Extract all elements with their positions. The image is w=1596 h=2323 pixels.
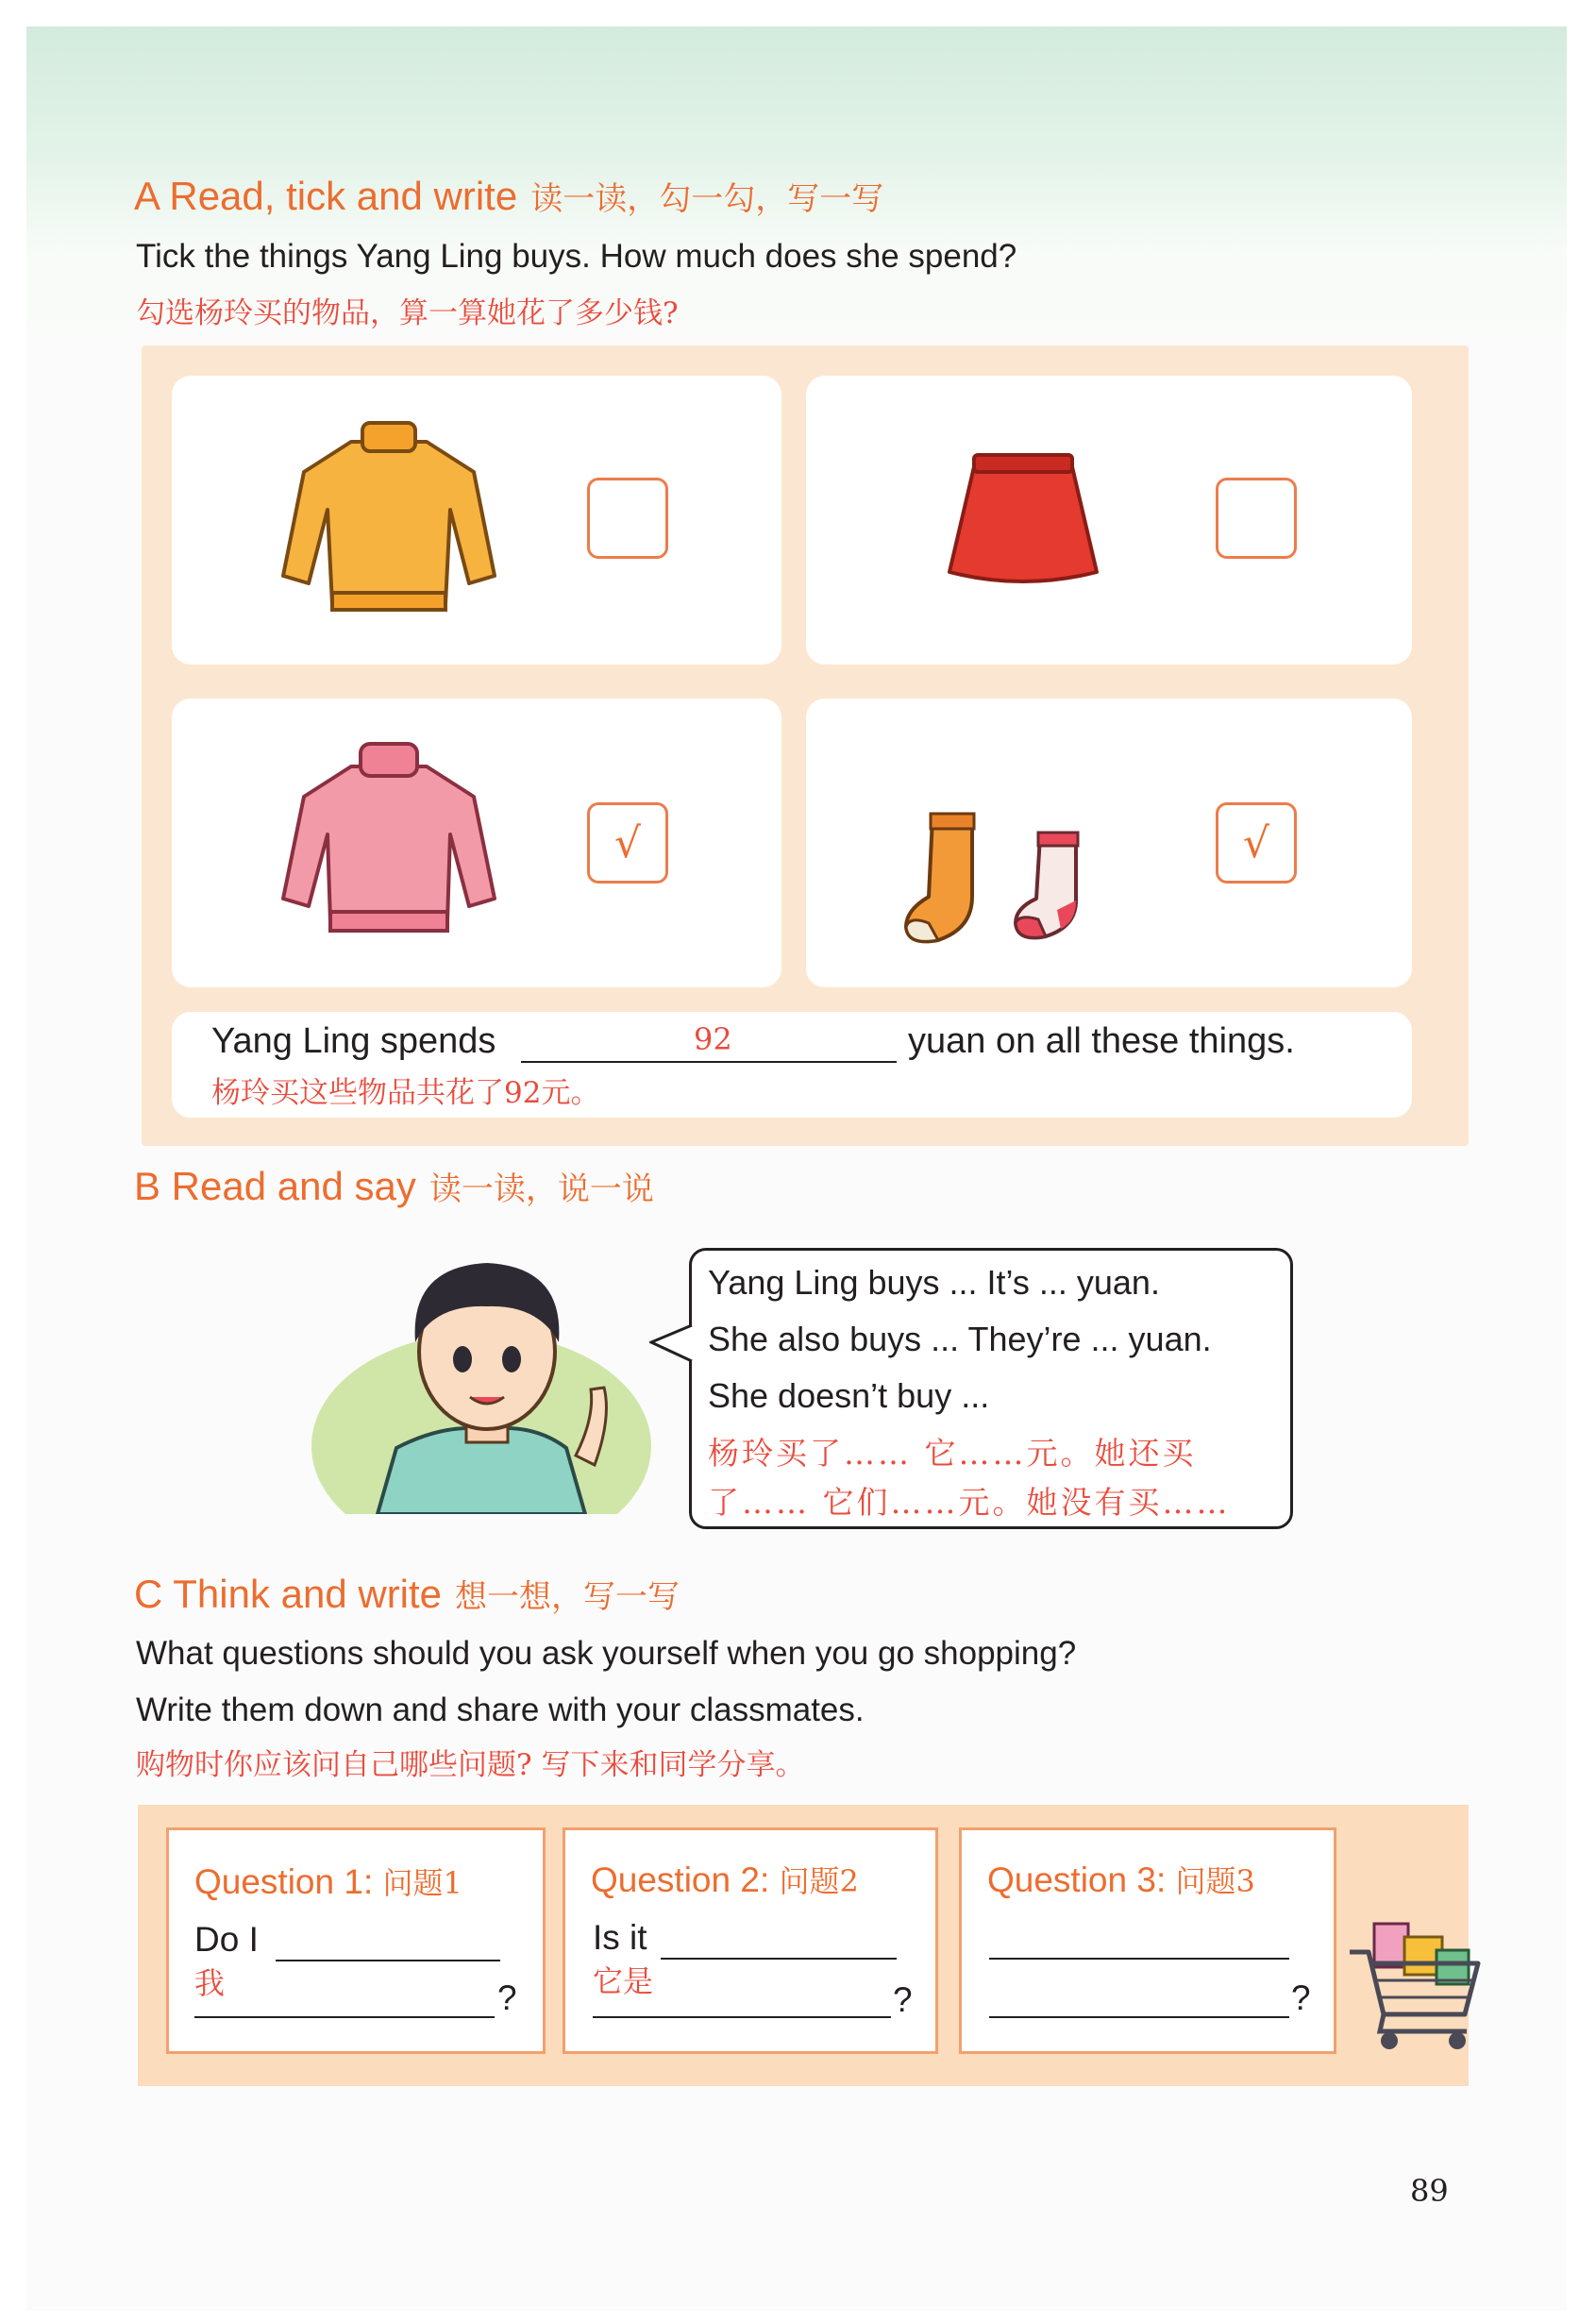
item-card-red-skirt [806, 376, 1412, 665]
bubble-line-3: She doesn’t buy ... [708, 1376, 990, 1415]
section-b-heading: B Read and say 读一读，说一说 [134, 1164, 654, 1208]
speech-bubble-tail [649, 1321, 695, 1369]
section-c-instruction-cn: 购物时你应该问自己哪些问题? 写下来和同学分享。 [136, 1748, 805, 1782]
section-c-instruction-2: Write them down and share with your classmates. [136, 1692, 865, 1728]
question-1-prompt-cn: 我 [194, 1965, 226, 2001]
sentence-before: Yang Ling spends [211, 1021, 496, 1061]
question-1-title: Question 1: 问题1 [194, 1862, 462, 1901]
item-card-yellow-sweater [172, 376, 781, 665]
bubble-cn-line-1: 杨玲买了…… 它……元。她还买 [708, 1435, 1197, 1472]
question-2-blank-1[interactable] [661, 1958, 897, 1960]
section-a-instruction: Tick the things Yang Ling buys. How much does she spend? [136, 238, 1017, 275]
checkbox-red-skirt[interactable] [1216, 478, 1297, 559]
boy-illustration [311, 1229, 689, 1514]
yellow-sweater-icon [276, 415, 502, 623]
pink-sweater-icon [276, 736, 502, 944]
answer-value: 92 [694, 1021, 732, 1057]
question-2-mark: ? [893, 1980, 913, 2019]
page-number: 89 [1410, 2173, 1449, 2209]
checkbox-yellow-sweater[interactable] [587, 478, 668, 559]
question-1-blank-2[interactable] [194, 2016, 495, 2018]
question-1-prompt: Do I [194, 1920, 259, 1959]
section-c-heading: C Think and write 想一想，写一写 [134, 1572, 680, 1616]
question-2-title: Question 2: 问题2 [591, 1860, 859, 1899]
answer-blank[interactable] [521, 1061, 897, 1063]
question-3-title: Question 3: 问题3 [987, 1860, 1255, 1899]
shopping-cart-icon [1346, 1905, 1487, 2056]
question-1-mark: ? [497, 1978, 517, 2017]
bubble-cn-line-2: 了…… 它们……元。她没有买…… [708, 1484, 1231, 1521]
question-1-blank-1[interactable] [276, 1960, 500, 1961]
checkbox-pink-sweater[interactable]: √ [587, 802, 668, 884]
section-a-heading: A Read, tick and write 读一读，勾一勾，写一写 [134, 174, 884, 218]
sentence-cn: 杨玲买这些物品共花了92元。 [211, 1076, 600, 1110]
section-a-instruction-cn: 勾选杨玲买的物品，算一算她花了多少钱? [136, 296, 679, 330]
bubble-line-2: She also buys ... They’re ... yuan. [708, 1320, 1212, 1358]
question-2-blank-2[interactable] [593, 2016, 891, 2018]
socks-icon [900, 810, 1108, 951]
question-3-mark: ? [1291, 1978, 1311, 2017]
sentence-after: yuan on all these things. [908, 1021, 1295, 1061]
question-2-prompt: Is it [593, 1918, 647, 1957]
item-card-socks [806, 699, 1412, 987]
section-c-instruction-1: What questions should you ask yourself when you go shopping? [136, 1635, 1077, 1672]
question-3-blank-1[interactable] [989, 1958, 1289, 1960]
red-skirt-icon [948, 449, 1099, 591]
checkbox-socks[interactable]: √ [1216, 802, 1297, 884]
question-3-blank-2[interactable] [989, 2016, 1289, 2018]
bubble-line-1: Yang Ling buys ... It’s ... yuan. [708, 1263, 1160, 1302]
question-2-prompt-cn: 它是 [593, 1963, 654, 1999]
item-card-pink-sweater [172, 699, 781, 987]
